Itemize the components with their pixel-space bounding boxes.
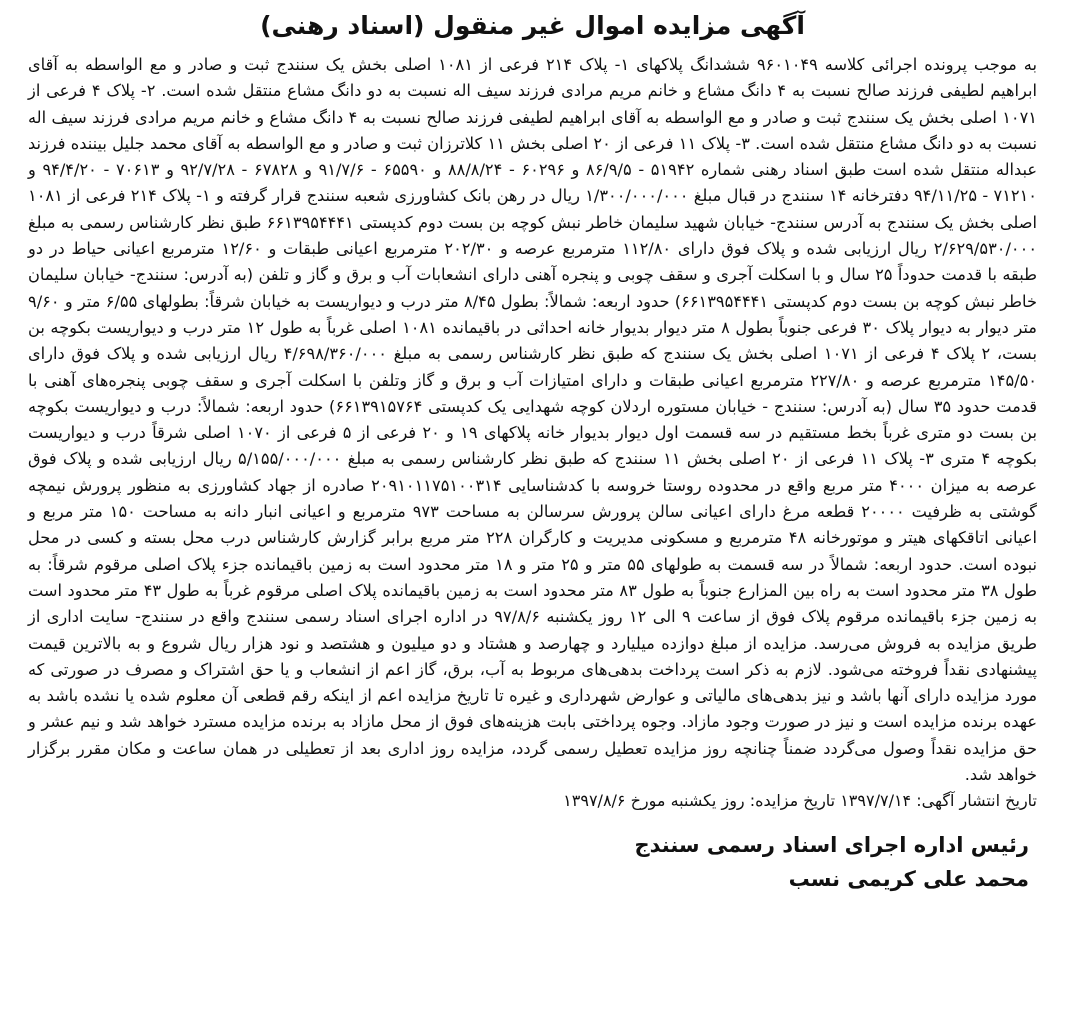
signer-title: رئیس اداره اجرای اسناد رسمی سنندج	[634, 833, 1029, 858]
notice-title: آگهی مزایده اموال غیر منقول (اسناد رهنی)	[260, 11, 805, 40]
signer-name: محمد علی کریمی نسب	[788, 867, 1029, 892]
signature-block	[28, 828, 1029, 896]
publication-dates: تاریخ انتشار آگهی: ۱۳۹۷/۷/۱۴ تاریخ مزایده: روز یکشنبه مورخ ۱۳۹۷/۸/۶	[563, 791, 1037, 811]
notice-body: به موجب پرونده اجرائی کلاسه ۹۶۰۱۰۴۹ ششدانگ پلاکهای ۱- پلاک ۲۱۴ فرعی از ۱۰۸۱ اصلی بخش یک سنندج ثبت و صادر و مع الواسطه به آقای ابراهیم لطیفی فرزند صالح نسبت به ۴ دانگ مشاع و خانم مریم مرادی فرزند سیف اله نسبت به دو دانگ مشاع منتقل شده است. ۲- پلاک ۴ فرعی از ۱۰۷۱ اصلی بخش یک سنندج ثبت و صادر و مع الواسطه به آقای ابراهیم لطیفی فرزند صالح نسبت به ۴ دانگ مشاع و خانم مریم مرادی فرزند سیف اله نسبت به دو دانگ مشاع منتقل شده است. ۳- پلاک ۱۱ فرعی از ۲۰ اصلی بخش ۱۱ کلاترزان ثبت و صادر و مع الواسطه به آقای محمد جلیل بیننده فرزند عبداله منتقل شده است طبق اسناد رهنی شماره ۵۱۹۴۲ - ۸۶/۹/۵ و ۶۰۲۹۶ - ۸۸/۸/۲۴ و ۶۵۵۹۰ - ۹۱/۷/۶ و ۶۷۸۲۸ - ۹۲/۷/۲۸ و ۷۰۶۱۳ - ۹۴/۴/۲۰ و ۷۱۲۱۰ - ۹۴/۱۱/۲۵ دفترخانه ۱۴ سنندج در قبال مبلغ ۱/۳۰۰/۰۰۰/۰۰۰ ریال در رهن بانک کشاورزی شعبه سنندج قرار گرفته و ۱- پلاک ۲۱۴ فرعی از ۱۰۸۱ اصلی بخش یک سنندج به آدرس سنندج- خیابان شهید سلیمان خاطر نبش کوچه بن بست دوم کدپستی ۶۶۱۳۹۵۴۴۴۱ طبق نظر کارشناس رسمی به مبلغ ۲/۶۲۹/۵۳۰/۰۰۰ ریال ارزیابی شده و پلاک فوق دارای ۱۱۲/۸۰ مترمربع عرصه و ۲۰۲/۳۰ مترمربع اعیانی طبقات و ۱۲/۶۰ مترمربع اعیانی حیاط در دو طبقه با قدمت حدوداً ۲۵ سال و با اسکلت آجری و سقف چوبی و پنجره آهنی دارای انشعابات آب و برق و گاز و تلفن (به آدرس: سنندج- خیابان سلیمان خاطر نبش کوچه بن بست دوم کدپستی ۶۶۱۳۹۵۴۴۴۱) حدود اربعه: شمالاً: بطول ۸/۴۵ متر درب و دیواریست به خیابان شرقاً: بطولهای ۶/۵۵ متر و ۹/۶۰ متر دیوار به دیوار پلاک ۳۰ فرعی جنوباً بطول ۸ متر دیوار بدیوار خانه احداثی در باقیمانده ۱۰۸۱ اصلی غرباً به طول ۱۲ متر درب و دیواریست بکوچه بن بست، ۲ پلاک ۴ فرعی از ۱۰۷۱ اصلی بخش یک سنندج که طبق نظر کارشناس رسمی به مبلغ ۴/۶۹۸/۳۶۰/۰۰۰ ریال ارزیابی شده و پلاک فوق دارای ۱۴۵/۵۰ مترمربع عرصه و ۲۲۷/۸۰ مترمربع اعیانی طبقات و دارای امتیازات آب و برق و گاز وتلفن با اسکلت آجری و سقف چوبی پنجره‌های آهنی با قدمت حدود ۳۵ سال (به آدرس: سنندج - خیابان مستوره اردلان کوچه شهدایی یک کدپستی ۶۶۱۳۹۱۵۷۶۴) حدود اربعه: شمالاً: درب و دیواریست بکوچه بن بست دو متری غرباً بخط مستقیم در سه قسمت اول دیوار بدیوار خانه پلاکهای ۱۹ و ۲۰ فرعی از ۵ فرعی از ۱۰۷۰ اصلی شرقاً درب و دیواریست بکوچه ۴ متری ۳- پلاک ۱۱ فرعی از ۲۰ اصلی بخش ۱۱ سنندج که طبق نظر کارشناس رسمی به مبلغ ۵/۱۵۵/۰۰۰/۰۰۰ ریال ارزیابی شده و پلاک فوق عرصه به میزان ۴۰۰۰ متر مربع واقع در محدوده روستا خروسه با کدشناسایی ۲۰۹۱۰۱۱۷۵۱۰۰۳۱۴ صادره از جهاد کشاورزی به منظور پرورش نیمچه گوشتی به ظرفیت ۲۰۰۰۰ قطعه مرغ دارای اعیانی سالن پرورش سرسالن به مساحت ۹۷۳ مترمربع و اعیانی انبار دانه به مساحت ۱۵۰ متر مربع و اعیانی اتاقکهای هیتر و موتورخانه ۴۸ مترمربع و مسکونی مدیریت و کارگران ۲۲۸ متر مربع برابر گزارش کارشناس درب محل بسته و کسی در محل نبوده است. حدود اربعه: شمالاً در سه قسمت به طولهای ۵۵ متر و ۲۵ متر و ۱۸ متر محدود است به زمین باقیمانده جزء پلاک اصلی مرقوم شرقاً: به طول ۳۸ متر محدود است به راه بین المزارع جنوباً به طول ۸۳ متر محدود است به زمین باقیمانده پلاک اصلی مرقوم غرباً به طول ۴۳ متر محدود است به زمین جزء باقیمانده مرقوم پلاک فوق از ساعت ۹ الی ۱۲ روز یکشنبه ۹۷/۸/۶ در اداره اجرای اسناد رسمی سنندج واقع در سنندج- سایت اداری از طریق مزایده به فروش می‌رسد. مزایده از مبلغ دوازده میلیارد و چهارصد و هشتاد و دو میلیون و هشتصد و نود هزار ریال شروع و به بالاترین قیمت پیشنهادی نقداً فروخته می‌شود. لازم به ذکر است پرداخت بدهی‌های مربوط به آب، برق، گاز اعم از انشعاب و یا حق اشتراک و مصرف در صورتی که مورد مزایده دارای آنها باشد و نیز بدهی‌های مالیاتی و عوارض شهرداری و غیره تا تاریخ مزایده اعم از اینکه رقم قطعی آن معلوم شده یا نشده باشد به عهده برنده مزایده است و نیز در صورت وجود مازاد. وجوه پرداختی بابت هزینه‌های فوق از محل مازاد به برنده مزایده مسترد خواهد شد و نیم عشر و حق مزایده نقداً وصول می‌گردد ضمناً چنانچه روز مزایده تعطیل رسمی گردد، مزایده روز اداری بعد از تعطیلی در همان ساعت و مکان مقرر برگزار خواهد شد.	[28, 55, 1038, 785]
